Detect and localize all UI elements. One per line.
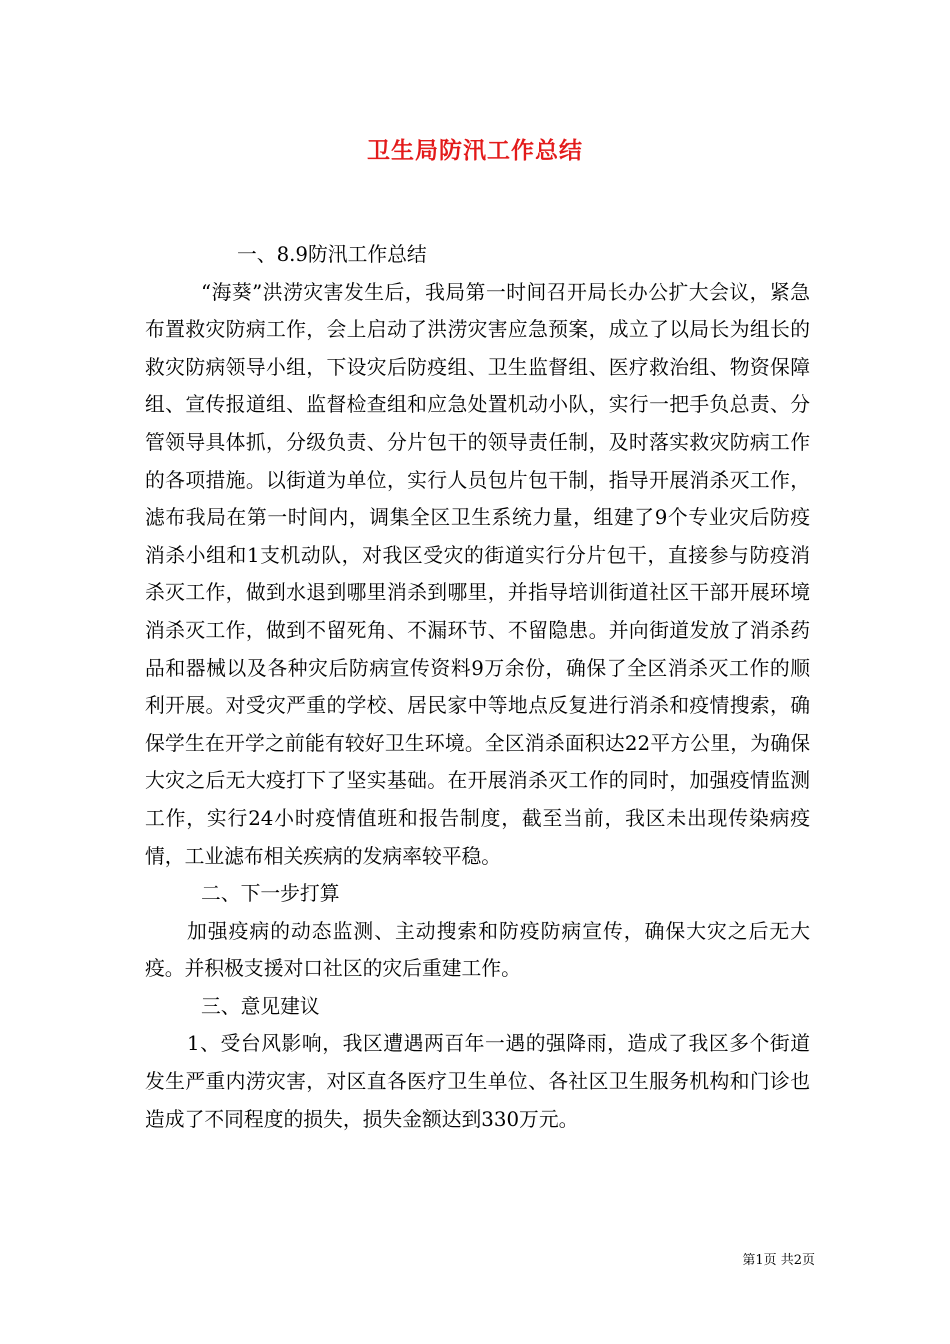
section-heading-3: 三、意见建议 — [201, 994, 320, 1018]
paragraph-suggestions: 1、受台风影响，我区遭遇两百年一遇的强降雨，造成了我区多个街道发生严重内涝灾害，对区直各医疗卫生单位、各社区卫生服务机构和门诊也造成了不同程度的损失，损失金额达到330万元。 — [145, 1032, 810, 1131]
page-number-footer: 第1页 共2页 — [742, 1253, 815, 1268]
paragraph-flood-summary: “海葵”洪涝灾害发生后，我局第一时间召开局长办公扩大会议，紧急布置救灾防病工作，会上启动了洪涝灾害应急预案，成立了以局长为组长的救灾防病领导小组，下设灾后防疫组、卫生监督组、医疗救治组、物资保障组、宣传报道组、监督检查组和应急处置机动小队，实行一把手负总责、分管领导具体抓，分级负责、分片包干的领导责任制，及时落实救灾防病工作的各项措施。以街道为单位，实行人员包片包干制，指导开展消杀灭工作，滤布我局在第一时间内，调集全区卫生系统力量，组建了9个专业灾后防疫消杀小组和1支机动队，对我区受灾的街道实行分片包干，直接参与防疫消杀灭工作，做到水退到哪里消杀到哪里，并指导培训街道社区干部开展环境消杀灭工作，做到不留死角、不漏环节、不留隐患。并向街道发放了消杀药品和器械以及各种灾后防病宣传资料9万余份，确保了全区消杀灭工作的顺利开展。对受灾严重的学校、居民家中等地点反复进行消杀和疫情搜索，确保学生在开学之前能有较好卫生环境。全区消杀面积达22平方公里，为确保大灾之后无大疫打下了坚实基础。在开展消杀灭工作的同时，加强疫情监测工作，实行24小时疫情值班和报告制度，截至当前，我区未出现传染病疫情，工业滤布相关疾病的发病率较平稳。 — [145, 280, 810, 868]
document-title: 卫生局防汛工作总结 — [367, 137, 583, 164]
section-heading-1: 一、8.9防汛工作总结 — [237, 243, 427, 266]
section-heading-2: 二、下一步打算 — [201, 882, 340, 906]
paragraph-next-steps: 加强疫病的动态监测、主动搜索和防疫防病宣传，确保大灾之后无大疫。并积极支援对口社区的灾后重建工作。 — [145, 919, 810, 981]
document-body — [145, 236, 810, 1138]
